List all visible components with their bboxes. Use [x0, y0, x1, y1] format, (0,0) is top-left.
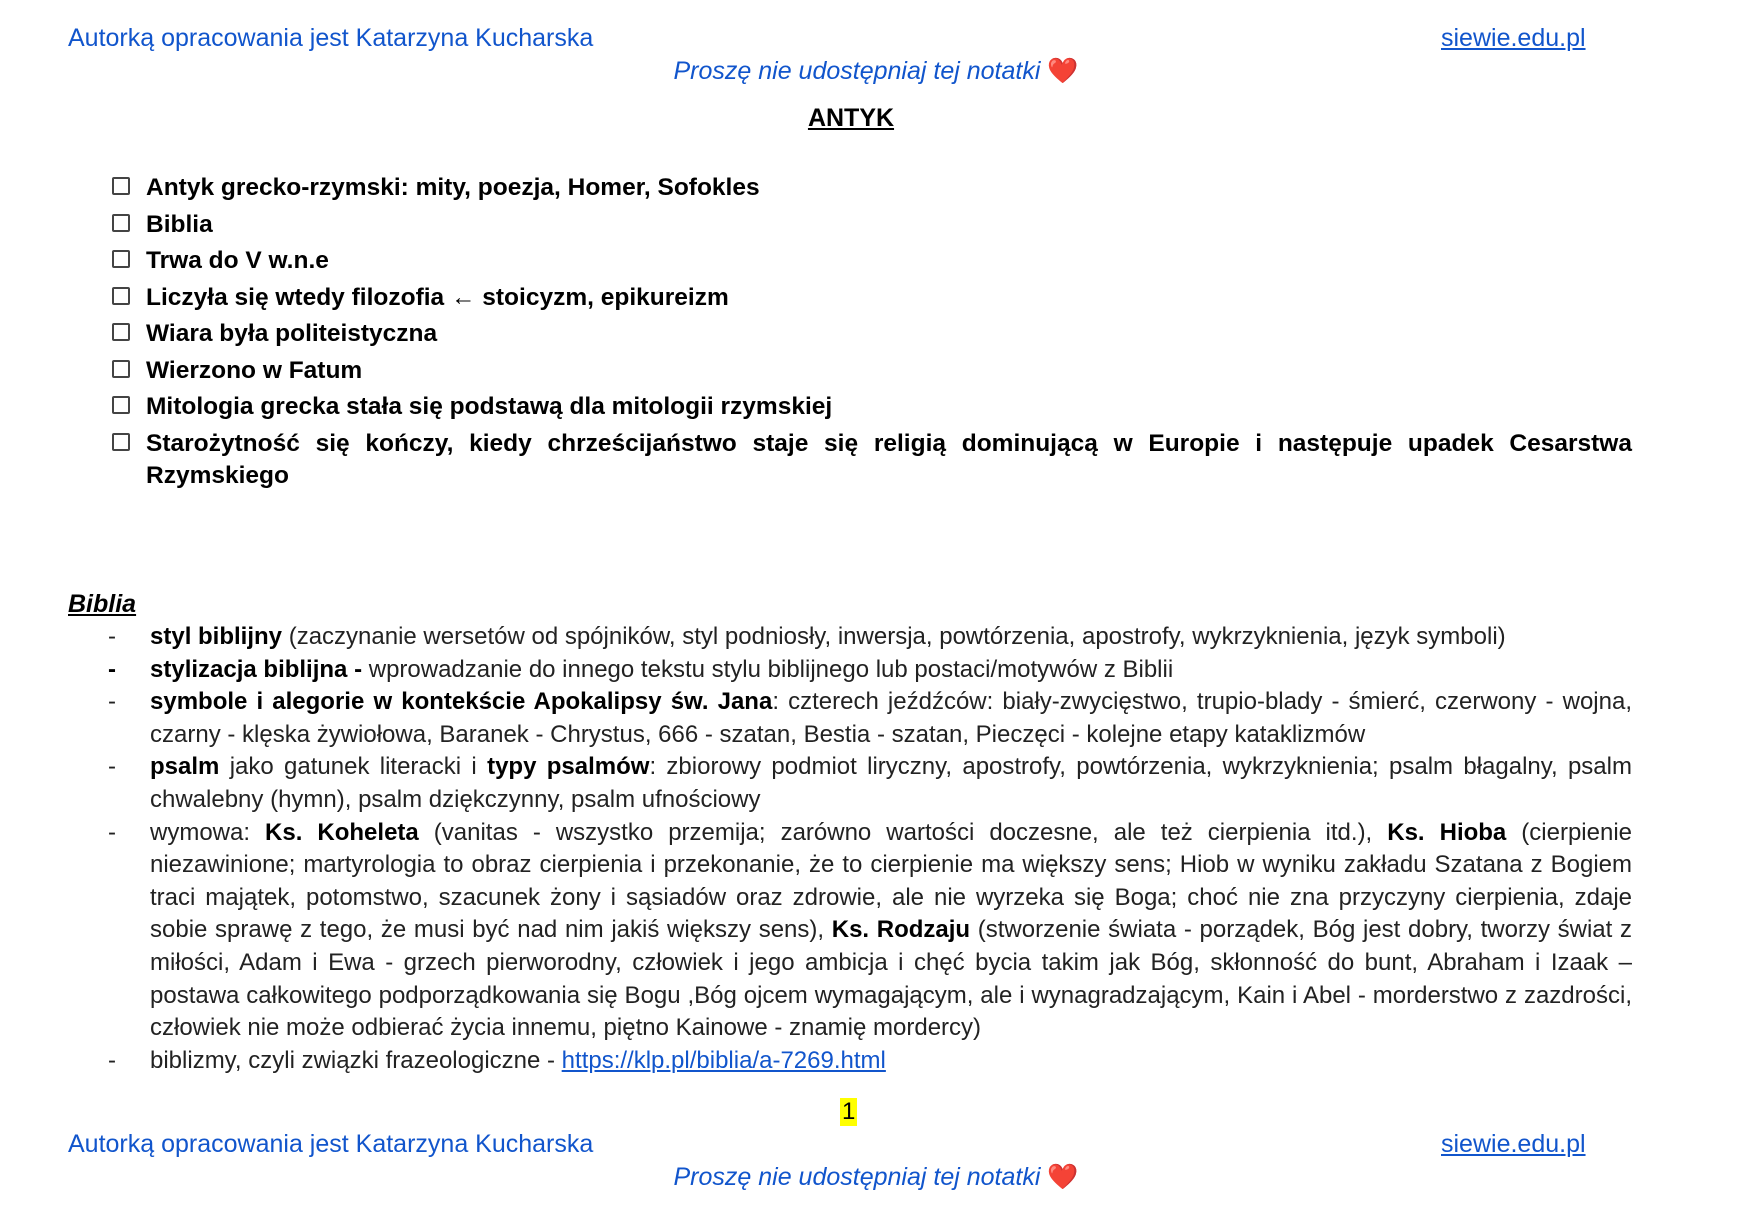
checkbox-icon[interactable]: [112, 323, 130, 341]
list-dash: -: [108, 753, 116, 781]
desc: jako gatunek literacki i: [219, 753, 488, 781]
checklist-item: [112, 209, 1632, 241]
checklist-item-text: Mitologia grecka stała się podstawą dla mitologii rzymskiej: [146, 393, 833, 420]
page-title: ANTYK: [807, 104, 895, 132]
heart-icon: ❤️: [1047, 57, 1079, 85]
checklist-item: [112, 428, 1632, 492]
desc: (stworzenie świata - porządek, Bóg jest dobry, tworzy świat z miłości, Adam i Ewa - grzech pierworodny, człowiek i jego ambicja i chęć bycia takim jak Bóg, skłonność do bunt, Abraham i Izaak – postawa całkowitego podporządkowania się Bogu ,Bóg ojcem wymagającym, ale i wynagradzającym, Kain i Abel - morderstwo z zazdrości, człowiek nie może odbierać życia innemu, piętno Kainowe - znamię mordercy): [150, 916, 1632, 1042]
page-number: 1: [842, 1098, 856, 1125]
desc: (cierpienie niezawinione; martyrologia to obraz cierpienia i przekonanie, że to cierpienie ma większy sens; Hiob w wyniku zakładu Szatana z Bogiem traci majątek, potomstwo, szacunek żony i sąsiadów oraz zdrowie, ale nie wyrzeka się Boga; choć nie zna przyczyny cierpienia, zdaje sobie sprawę z tego, że musi być nad nim jakiś większy sens),: [150, 818, 1633, 944]
footer-site-link[interactable]: siewie.edu.pl: [1441, 1130, 1586, 1158]
list-dash: -: [108, 818, 116, 846]
term: stylizacja biblijna -: [150, 655, 363, 683]
list-item: [106, 621, 1632, 654]
header-site-link[interactable]: siewie.edu.pl: [1441, 24, 1586, 52]
checklist-item-text: Biblia: [146, 210, 213, 238]
list-dash: -: [108, 623, 116, 650]
checkbox-icon[interactable]: [112, 360, 130, 378]
antyk-checklist: [112, 172, 1632, 496]
list-item: [106, 751, 1632, 816]
list-item: [106, 817, 1632, 1045]
term: symbole i alegorie w kontekście Apokalipsy św. Jana: [150, 688, 773, 716]
list-item: [106, 1045, 1632, 1078]
checkbox-icon[interactable]: [112, 433, 130, 451]
footer-notice: [0, 1163, 1752, 1192]
desc: wprowadzanie do innego tekstu stylu biblijnego lub postaci/motywów z Biblii: [362, 655, 1174, 683]
notice-text: Proszę nie udostępniaj tej notatki: [673, 1163, 1041, 1191]
checklist-item-text: Starożytność się kończy, kiedy chrześcijaństwo staje się religią dominującą w Europie i następuje upadek Cesarstwa Rzymskiego: [146, 429, 1632, 489]
checkbox-icon[interactable]: [112, 396, 130, 414]
footer-author: Autorką opracowania jest Katarzyna Kucharska: [68, 1130, 594, 1158]
checklist-item: [112, 172, 1632, 204]
desc: : zbiorowy podmiot liryczny, apostrofy, powtórzenia, wykrzyknienia; psalm błagalny, psalm chwalebny (hymn), psalm dziękczynny, psalm ufnościowy: [150, 753, 1632, 813]
list-dash: -: [108, 655, 116, 683]
list-item-text: [150, 1045, 1632, 1078]
header-author: Autorką opracowania jest Katarzyna Kucharska: [68, 24, 594, 52]
list-item: [106, 654, 1632, 687]
list-item-text: [150, 686, 1632, 751]
checklist-item-text: Wierzono w Fatum: [146, 356, 363, 384]
header-notice: [0, 57, 1752, 86]
checkbox-icon[interactable]: [112, 250, 130, 268]
term: psalm: [150, 753, 220, 781]
checklist-item: [112, 391, 1632, 423]
term: Ks. Koheleta: [265, 818, 419, 846]
checklist-item-text: Trwa do V w.n.e: [146, 247, 329, 274]
term: Ks. Hioba: [1387, 818, 1507, 846]
checklist-item: [112, 318, 1632, 350]
term: styl biblijny: [150, 623, 283, 650]
list-item-text: [150, 621, 1632, 654]
checkbox-icon[interactable]: [112, 287, 130, 305]
list-item-text: [150, 751, 1632, 816]
term: typy psalmów: [487, 753, 650, 781]
desc: (zaczynanie wersetów od spójników, styl podniosły, inwersja, powtórzenia, apostrofy, wykrzyknienia, język symboli): [282, 623, 1506, 650]
heart-icon: ❤️: [1047, 1163, 1079, 1191]
desc: : czterech jeźdźców: biały-zwycięstwo, trupio-blady - śmierć, czerwony - wojna, czarny - klęska żywiołowa, Baranek - Chrystus, 666 - szatan, Bestia - szatan, Pieczęci - kolejne etapy kataklizmów: [150, 688, 1632, 748]
list-dash: -: [108, 688, 116, 716]
notice-text: Proszę nie udostępniaj tej notatki: [673, 57, 1041, 85]
checklist-item-text: Antyk grecko-rzymski: mity, poezja, Homer, Sofokles: [146, 174, 760, 201]
checklist-item: [112, 245, 1632, 277]
term: Ks. Rodzaju: [831, 916, 971, 944]
desc: (vanitas - wszystko przemija; zarówno wartości doczesne, ale też cierpienia itd.),: [418, 818, 1388, 846]
biblizmy-link[interactable]: https://klp.pl/biblia/a-7269.html: [561, 1046, 886, 1074]
checklist-item-text: Wiara była politeistyczna: [146, 320, 438, 347]
biblia-list: [106, 621, 1632, 1077]
list-item-text: [150, 654, 1632, 687]
checklist-item: [112, 355, 1632, 387]
list-item-text: [150, 817, 1632, 1045]
section-heading-biblia: Biblia: [68, 590, 137, 618]
desc: biblizmy, czyli związki frazeologiczne -: [150, 1046, 562, 1074]
checkbox-icon[interactable]: [112, 214, 130, 232]
list-item: [106, 686, 1632, 751]
checklist-item: [112, 282, 1632, 314]
list-dash: -: [108, 1046, 116, 1074]
desc: wymowa:: [150, 818, 266, 846]
checkbox-icon[interactable]: [112, 177, 130, 195]
checklist-item-text: Liczyła się wtedy filozofia ← stoicyzm, epikureizm: [146, 283, 729, 311]
